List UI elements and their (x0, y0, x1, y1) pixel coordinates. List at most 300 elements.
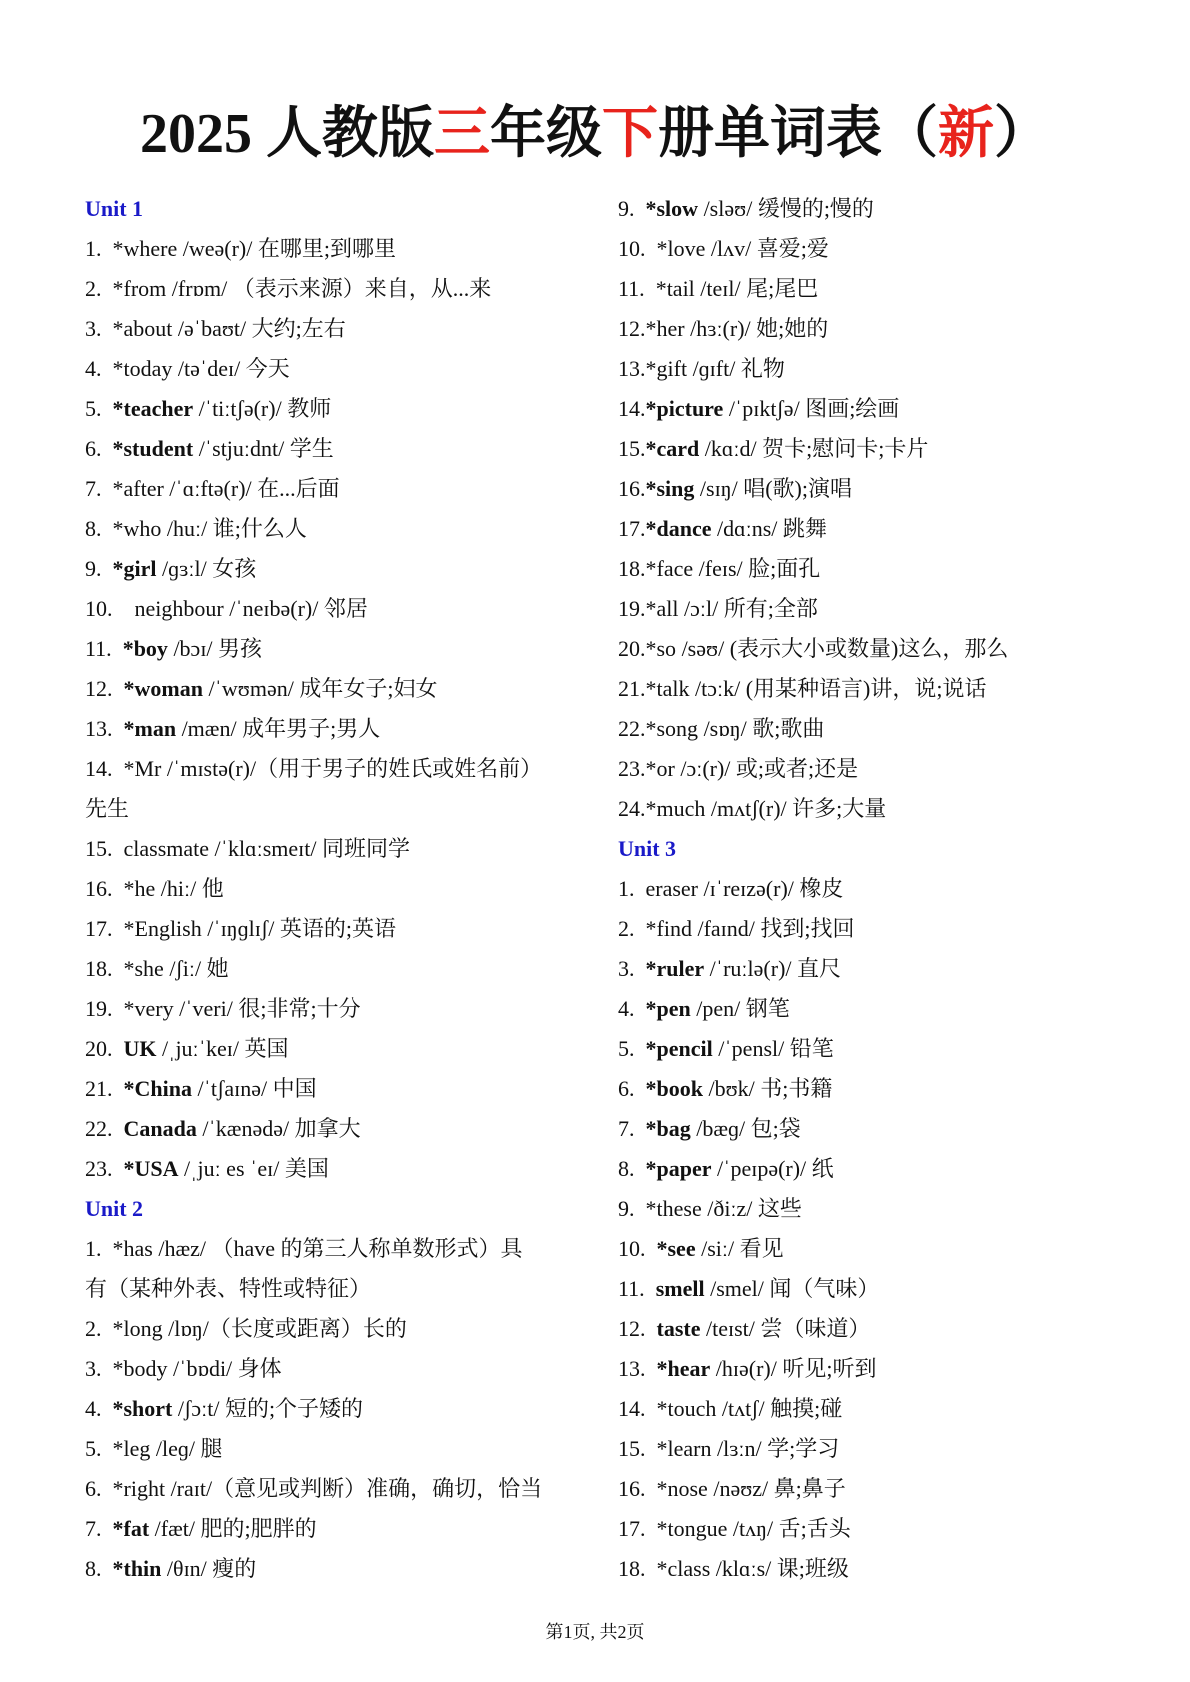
entry-number: 18. (85, 956, 113, 981)
word-entry (85, 1229, 585, 1269)
english-word (124, 916, 202, 941)
entry-number: 16. (618, 1476, 646, 1501)
english-word (113, 356, 173, 381)
phonetic: /ˈruːlə(r)/ (709, 956, 792, 981)
entry-number: 2. (85, 1316, 102, 1341)
meaning: 身体 (232, 1356, 282, 1381)
english-word (113, 1236, 153, 1261)
star-mark: * (656, 1516, 668, 1541)
phonetic: /bɔɪ/ (173, 636, 213, 661)
star-mark: * (656, 1396, 668, 1421)
meaning: 教师 (281, 396, 332, 421)
entry-number: 8. (85, 1556, 102, 1581)
star-mark: * (112, 396, 124, 421)
word-text: ruler (656, 956, 705, 981)
word-text: he (134, 876, 156, 901)
english-word (657, 1396, 717, 1421)
word-entry (618, 1029, 1118, 1069)
word-text: English (134, 916, 202, 941)
english-word (124, 1116, 197, 1141)
star-mark: * (645, 476, 657, 501)
entry-number: 12. (85, 676, 113, 701)
meaning: 鼻;鼻子 (768, 1476, 846, 1501)
entry-number: 1. (618, 876, 635, 901)
phonetic: /təˈdeɪ/ (177, 356, 241, 381)
phonetic: /huː/ (166, 516, 208, 541)
meaning: 缓慢的;慢的 (752, 196, 874, 221)
entry-number: 17. (618, 516, 646, 541)
entry-number: 17. (618, 1516, 646, 1541)
phonetic: /faɪnd/ (697, 916, 755, 941)
star-mark: * (123, 996, 135, 1021)
word-text: China (134, 1076, 192, 1101)
word-entry (618, 1509, 1118, 1549)
entry-number: 13. (618, 356, 646, 381)
english-word (657, 1516, 728, 1541)
meaning: 所有;全部 (718, 596, 818, 621)
english-word (646, 1116, 691, 1141)
english-word (123, 636, 168, 661)
meaning: 学;学习 (761, 1436, 840, 1461)
meaning: 大约;左右 (246, 316, 346, 341)
word-entry (618, 1469, 1118, 1509)
phonetic: /hɜː(r)/ (690, 316, 751, 341)
meaning: （意见或判断）准确，确切，恰当 (212, 1476, 543, 1501)
meaning: 今天 (240, 356, 290, 381)
meaning: 听见;听到 (776, 1356, 877, 1381)
phonetic: /teɪl/ (700, 276, 741, 301)
word-text: class (667, 1556, 711, 1581)
word-text: tail (666, 276, 695, 301)
meaning: 橡皮 (793, 876, 844, 901)
phonetic: /ˈɪŋɡlɪʃ/ (207, 916, 275, 941)
star-mark: * (645, 756, 657, 781)
meaning: 跳舞 (777, 516, 827, 541)
word-entry (85, 1389, 585, 1429)
english-word (657, 1436, 712, 1461)
english-word (657, 1556, 711, 1581)
word-entry (85, 949, 585, 989)
star-mark: * (645, 436, 657, 461)
phonetic: /ˈtiːtʃə(r)/ (198, 396, 282, 421)
word-entry (85, 829, 585, 869)
word-entry (85, 549, 585, 589)
meaning: 钢笔 (740, 996, 790, 1021)
english-word (113, 396, 194, 421)
phonetic: /ˈstjuːdnt/ (198, 436, 285, 461)
meaning: 唱(歌);演唱 (737, 476, 852, 501)
meaning: 成年男子;男人 (236, 716, 381, 741)
star-mark: * (645, 316, 657, 341)
entry-number: 10. (618, 1236, 646, 1261)
word-text: touch (667, 1396, 717, 1421)
word-entry (85, 1509, 585, 1549)
star-mark: * (112, 436, 124, 461)
phonetic: /sɪŋ/ (699, 476, 738, 501)
word-text: boy (133, 636, 168, 661)
word-entry (85, 589, 585, 629)
english-word (113, 1396, 173, 1421)
title-highlight: 三 (434, 103, 490, 165)
word-text: all (656, 596, 679, 621)
phonetic: /ˈpensl/ (718, 1036, 785, 1061)
entry-number: 22. (85, 1116, 113, 1141)
entry-number: 14. (85, 756, 113, 781)
meaning: 看见 (734, 1236, 784, 1261)
word-entry (618, 1069, 1118, 1109)
word-entry (618, 349, 1118, 389)
english-word (657, 1236, 696, 1261)
meaning: 直尺 (791, 956, 842, 981)
word-text: she (134, 956, 164, 981)
entry-number: 24. (618, 796, 646, 821)
english-word (657, 1316, 701, 1341)
meaning: 课;班级 (771, 1556, 849, 1581)
word-entry (618, 549, 1118, 589)
star-mark: * (112, 276, 124, 301)
word-text: leg (123, 1436, 151, 1461)
phonetic: /səʊ/ (681, 636, 725, 661)
word-entry (618, 1229, 1118, 1269)
entry-number: 1. (85, 236, 102, 261)
meaning: 舌;舌头 (773, 1516, 851, 1541)
entry-number: 7. (85, 476, 102, 501)
star-mark: * (123, 956, 135, 981)
english-word (646, 556, 694, 581)
word-entry (618, 429, 1118, 469)
meaning: 许多;大量 (786, 796, 887, 821)
star-mark: * (112, 316, 124, 341)
english-word (113, 1476, 166, 1501)
meaning: 包;袋 (745, 1116, 801, 1141)
word-text: fat (123, 1516, 150, 1541)
english-word (657, 236, 706, 261)
word-text: today (123, 356, 173, 381)
entry-number: 23. (85, 1156, 113, 1181)
entry-number: 22. (618, 716, 646, 741)
phonetic: /ˌjuː es ˈeɪ/ (184, 1156, 280, 1181)
star-mark: * (123, 716, 135, 741)
english-word (113, 436, 194, 461)
word-text: long (123, 1316, 163, 1341)
entry-number: 14. (618, 396, 646, 421)
star-mark: * (112, 556, 124, 581)
word-entry (85, 1149, 585, 1189)
word-text: these (656, 1196, 702, 1221)
star-mark: * (123, 1156, 135, 1181)
word-text: love (667, 236, 706, 261)
entry-number: 5. (618, 1036, 635, 1061)
word-entry (85, 389, 585, 429)
entry-number: 6. (85, 436, 102, 461)
phonetic: /sləʊ/ (703, 196, 753, 221)
word-entry (618, 1109, 1118, 1149)
word-text: learn (667, 1436, 712, 1461)
word-entry (85, 1349, 585, 1389)
word-entry (85, 1029, 585, 1069)
phonetic: /ɡɪft/ (692, 356, 736, 381)
entry-number: 11. (618, 276, 645, 301)
word-entry (618, 1389, 1118, 1429)
meaning: 在...后面 (251, 476, 340, 501)
entry-number: 2. (85, 276, 102, 301)
phonetic: /hiː/ (160, 876, 197, 901)
entry-number: 19. (618, 596, 646, 621)
phonetic: /ˈkænədə/ (202, 1116, 290, 1141)
phonetic: /dɑːns/ (717, 516, 778, 541)
word-entry (85, 709, 585, 749)
entry-number: 12. (618, 1316, 646, 1341)
entry-number: 4. (85, 356, 102, 381)
meaning: 脸;面孔 (742, 556, 821, 581)
word-text: short (123, 1396, 173, 1421)
phonetic: /klɑːs/ (715, 1556, 772, 1581)
meaning: (表示大小或数量)这么，那么 (724, 636, 1009, 661)
word-entry (618, 989, 1118, 1029)
entry-number: 4. (85, 1396, 102, 1421)
word-text: woman (134, 676, 203, 701)
meaning: 纸 (806, 1156, 834, 1181)
phonetic: /ɪˈreɪzə(r)/ (703, 876, 794, 901)
star-mark: * (123, 916, 135, 941)
word-text: thin (123, 1556, 162, 1581)
phonetic: /ˈmɪstə(r)/ (166, 756, 257, 781)
english-word (124, 716, 177, 741)
meaning: 肥的;肥胖的 (195, 1516, 317, 1541)
word-text: smell (655, 1276, 705, 1301)
meaning: 礼物 (735, 356, 785, 381)
meaning: 邻居 (318, 596, 368, 621)
entry-number: 13. (85, 716, 113, 741)
english-word (646, 756, 675, 781)
star-mark: * (112, 476, 124, 501)
entry-number: 16. (85, 876, 113, 901)
page-title (0, 96, 1190, 172)
entry-number: 15. (85, 836, 113, 861)
word-text: Canada (123, 1116, 197, 1141)
phonetic: /mʌtʃ(r)/ (710, 796, 787, 821)
star-mark: * (656, 1356, 668, 1381)
word-text: teacher (123, 396, 194, 421)
entry-number: 10. (618, 236, 646, 261)
word-text: or (656, 756, 675, 781)
meaning: 有（某种外表、特性或特征） (85, 1276, 372, 1301)
entry-number: 3. (85, 1356, 102, 1381)
star-mark: * (645, 996, 657, 1021)
star-mark: * (112, 1396, 124, 1421)
entry-number: 18. (618, 1556, 646, 1581)
meaning: 英语的;英语 (274, 916, 396, 941)
english-word (646, 316, 685, 341)
word-entry (618, 629, 1118, 669)
star-mark: * (645, 1076, 657, 1101)
word-text: nose (667, 1476, 708, 1501)
word-entry (618, 229, 1118, 269)
meaning: 美国 (279, 1156, 329, 1181)
entry-number: 9. (618, 196, 635, 221)
english-word (113, 276, 167, 301)
meaning: 短的;个子矮的 (219, 1396, 364, 1421)
entry-number: 10. (85, 596, 113, 621)
word-entry (618, 189, 1118, 229)
english-word (113, 1556, 162, 1581)
phonetic: /ˈɑːftə(r)/ (169, 476, 252, 501)
star-mark: * (123, 676, 135, 701)
word-entry (85, 1309, 585, 1349)
word-entry (618, 869, 1118, 909)
star-mark: * (645, 916, 657, 941)
entry-number: 7. (618, 1116, 635, 1141)
phonetic: /ˈwʊmən/ (208, 676, 294, 701)
entry-number: 15. (618, 436, 646, 461)
word-entry (618, 589, 1118, 629)
word-text: dance (656, 516, 712, 541)
unit-heading (85, 189, 585, 229)
star-mark: * (656, 1556, 668, 1581)
word-text: man (134, 716, 177, 741)
entry-number: 4. (618, 996, 635, 1021)
entry-number: 3. (618, 956, 635, 981)
phonetic: /ˈpɪktʃə/ (728, 396, 800, 421)
word-entry (618, 469, 1118, 509)
word-text: Mr (134, 756, 162, 781)
english-word (646, 876, 699, 901)
entry-number: 21. (85, 1076, 113, 1101)
meaning: 尾;尾巴 (740, 276, 819, 301)
english-word (113, 476, 164, 501)
word-entry-continuation (85, 1269, 585, 1309)
unit-title: Unit 3 (618, 836, 677, 861)
phonetic: /raɪt/ (170, 1476, 213, 1501)
entry-number: 9. (618, 1196, 635, 1221)
phonetic: /ʃɔːt/ (177, 1396, 220, 1421)
entry-number: 1. (85, 1236, 102, 1261)
english-word (646, 996, 691, 1021)
english-word (124, 1156, 179, 1181)
star-mark: * (123, 1076, 135, 1101)
word-entry (618, 669, 1118, 709)
word-text: gift (656, 356, 688, 381)
phonetic: /ɔː(r)/ (680, 756, 731, 781)
word-entry (85, 309, 585, 349)
meaning: 瘦的 (206, 1556, 257, 1581)
entry-number: 16. (618, 476, 646, 501)
entry-number: 6. (618, 1076, 635, 1101)
star-mark: * (112, 1356, 124, 1381)
meaning: 女孩 (206, 556, 257, 581)
english-word (646, 716, 699, 741)
word-text: bag (656, 1116, 691, 1141)
word-entry (618, 909, 1118, 949)
star-mark: * (655, 276, 667, 301)
word-entry (85, 349, 585, 389)
meaning: 这些 (752, 1196, 802, 1221)
star-mark: * (656, 1436, 668, 1461)
word-text: tongue (667, 1516, 728, 1541)
english-word (113, 1436, 151, 1461)
phonetic: /pen/ (696, 996, 741, 1021)
word-entry-continuation (85, 789, 585, 829)
star-mark: * (656, 236, 668, 261)
word-text: paper (656, 1156, 712, 1181)
word-entry (85, 989, 585, 1029)
english-word (646, 1196, 702, 1221)
word-text: UK (123, 1036, 157, 1061)
star-mark: * (645, 716, 657, 741)
phonetic: /frɒm/ (171, 276, 228, 301)
star-mark: * (645, 676, 657, 701)
meaning: 男孩 (212, 636, 263, 661)
english-word (124, 676, 203, 701)
english-word (656, 276, 695, 301)
entry-number: 8. (85, 516, 102, 541)
meaning: 图画;绘画 (799, 396, 900, 421)
entry-number: 18. (618, 556, 646, 581)
word-entry (618, 269, 1118, 309)
word-entry (618, 1149, 1118, 1189)
phonetic: /hæz/ (158, 1236, 206, 1261)
word-text: has (123, 1236, 153, 1261)
phonetic: /əˈbaʊt/ (177, 316, 247, 341)
phonetic: /sɒŋ/ (703, 716, 747, 741)
word-text: pencil (656, 1036, 713, 1061)
word-entry (85, 909, 585, 949)
english-word (646, 516, 712, 541)
entry-number: 19. (85, 996, 113, 1021)
word-entry (85, 629, 585, 669)
title-highlight: 新 (938, 103, 994, 165)
word-entry (618, 1269, 1118, 1309)
english-word (646, 436, 700, 461)
word-text: picture (656, 396, 724, 421)
english-word (124, 1036, 157, 1061)
phonetic: /nəʊz/ (713, 1476, 769, 1501)
english-word (656, 1276, 705, 1301)
word-text: very (134, 996, 174, 1021)
phonetic: /ˈneɪbə(r)/ (229, 596, 319, 621)
word-text: her (656, 316, 685, 341)
meaning: （have 的第三人称单数形式）具 (206, 1236, 523, 1261)
word-text: who (123, 516, 162, 541)
star-mark: * (645, 596, 657, 621)
word-entry (85, 469, 585, 509)
word-entry (85, 1469, 585, 1509)
meaning: （长度或距离）长的 (208, 1316, 407, 1341)
english-word (657, 1356, 711, 1381)
star-mark: * (645, 1156, 657, 1181)
page-footer: 第1页, 共2页 (545, 1622, 645, 1642)
word-text: from (123, 276, 167, 301)
english-word (113, 1356, 168, 1381)
meaning: 她;她的 (750, 316, 829, 341)
entry-number: 6. (85, 1476, 102, 1501)
star-mark: * (112, 516, 124, 541)
english-word (646, 476, 695, 501)
english-word (646, 196, 699, 221)
word-entry (85, 669, 585, 709)
meaning: 喜爱;爱 (751, 236, 829, 261)
word-text: classmate (123, 836, 210, 861)
meaning: 书;书籍 (754, 1076, 833, 1101)
entry-number: 5. (85, 396, 102, 421)
phonetic: /kɑːd/ (704, 436, 757, 461)
entry-number: 3. (85, 316, 102, 341)
english-word (113, 1316, 163, 1341)
meaning: 找到;找回 (754, 916, 855, 941)
right-column (618, 189, 1118, 1589)
unit-title: Unit 1 (85, 196, 144, 221)
entry-number: 15. (618, 1436, 646, 1461)
